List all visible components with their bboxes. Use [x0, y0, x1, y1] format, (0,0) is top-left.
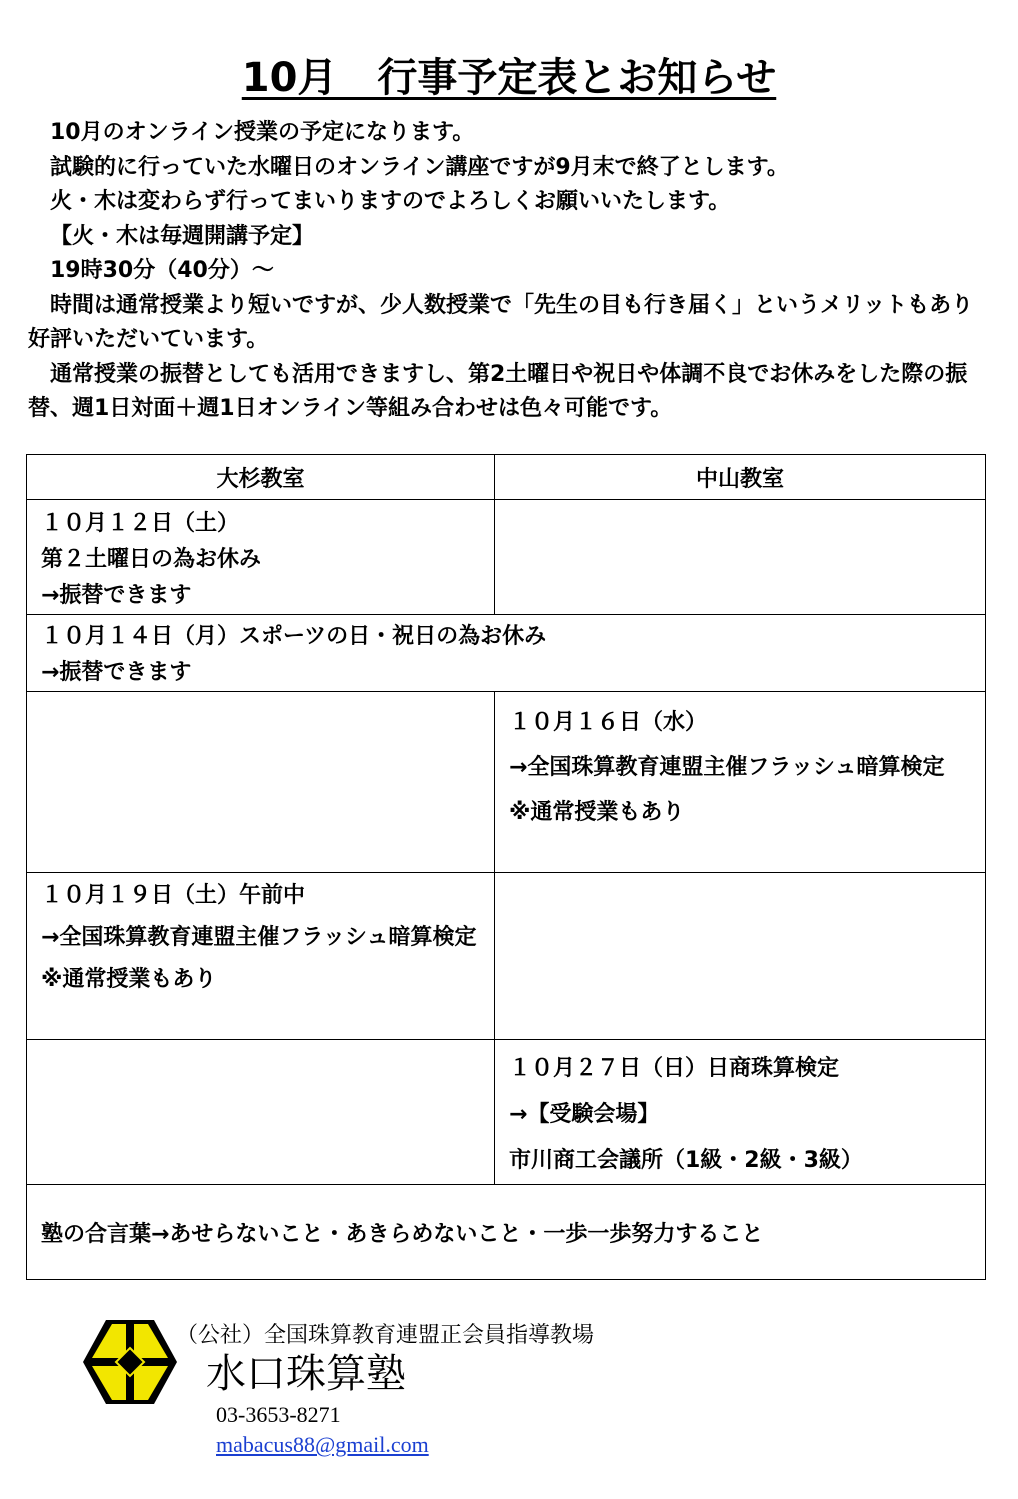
motto-cell [27, 1185, 986, 1280]
cell-line: →全国珠算教育連盟主催フラッシュ暗算検定 [41, 925, 477, 950]
schedule-table [26, 454, 986, 1280]
cell-line: １０月２７日（日）日商珠算検定 [509, 1056, 840, 1081]
table-cell [27, 873, 495, 1040]
table-cell [27, 615, 986, 692]
cell-line: １０月１４日（月）スポーツの日・祝日の為お休み [41, 624, 547, 649]
intro-line: 19時30分（40分）～ [50, 258, 274, 283]
cell-line: →【受験会場】 [509, 1102, 660, 1127]
table-row [27, 873, 986, 1040]
cell-line: １０月１９日（土）午前中 [41, 883, 306, 908]
table-cell-empty [495, 873, 986, 1040]
table-row [27, 500, 986, 615]
intro-text [28, 116, 990, 427]
email-link[interactable]: mabacus88@gmail.com [216, 1432, 429, 1457]
table-cell-empty [495, 500, 986, 615]
cell-line: →振替できます [41, 660, 192, 685]
table-cell [495, 692, 986, 873]
table-cell [495, 1040, 986, 1185]
motto-text: 塾の合言葉→あせらないこと・あきらめないこと・一歩一歩努力すること [41, 1221, 764, 1247]
intro-line: 【火・木は毎週開講予定】 [50, 223, 315, 249]
table-cell-empty [27, 692, 495, 873]
cell-line: ※通常授業もあり [41, 967, 217, 992]
school-name: 水口珠算塾 [206, 1351, 406, 1397]
table-row [27, 615, 986, 692]
header-nakayama: 中山教室 [495, 455, 986, 500]
phone-number: 03-3653-8271 [216, 1402, 341, 1427]
org-affiliation: （公社）全国珠算教育連盟正会員指導教場 [176, 1323, 595, 1348]
page-title: 10月 行事予定表とお知らせ [241, 55, 777, 101]
intro-line: 時間は通常授業より短いですが、少人数授業で「先生の目も行き届く」というメリットもあり好評いただいています。 [28, 292, 974, 352]
table-header-row [27, 455, 986, 500]
cell-line: １０月１６日（水） [509, 710, 708, 735]
cell-line: →振替できます [41, 583, 192, 608]
hexagon-abacus-logo-icon [82, 1318, 178, 1406]
cell-line: １０月１２日（土） [41, 511, 240, 536]
cell-line: 市川商工会議所（1級・2級・3級） [509, 1148, 863, 1173]
cell-line: 第２土曜日の為お休み [41, 547, 262, 572]
header-osugi: 大杉教室 [27, 455, 495, 500]
table-row [27, 1185, 986, 1280]
table-cell [27, 500, 495, 615]
intro-line: 試験的に行っていた水曜日のオンライン講座ですが9月末で終了とします。 [50, 154, 789, 180]
cell-line: ※通常授業もあり [509, 800, 685, 825]
cell-line: →全国珠算教育連盟主催フラッシュ暗算検定 [509, 755, 945, 780]
table-cell-empty [27, 1040, 495, 1185]
intro-line: 通常授業の振替としても活用できますし、第2土曜日や祝日や体調不良でお休みをした際の振替、週1日対面＋週1日オンライン等組み合わせは色々可能です。 [28, 361, 968, 421]
table-row [27, 692, 986, 873]
intro-line: 火・木は変わらず行ってまいりますのでよろしくお願いいたします。 [50, 189, 731, 214]
intro-line: 10月のオンライン授業の予定になります。 [50, 120, 475, 145]
table-row [27, 1040, 986, 1185]
